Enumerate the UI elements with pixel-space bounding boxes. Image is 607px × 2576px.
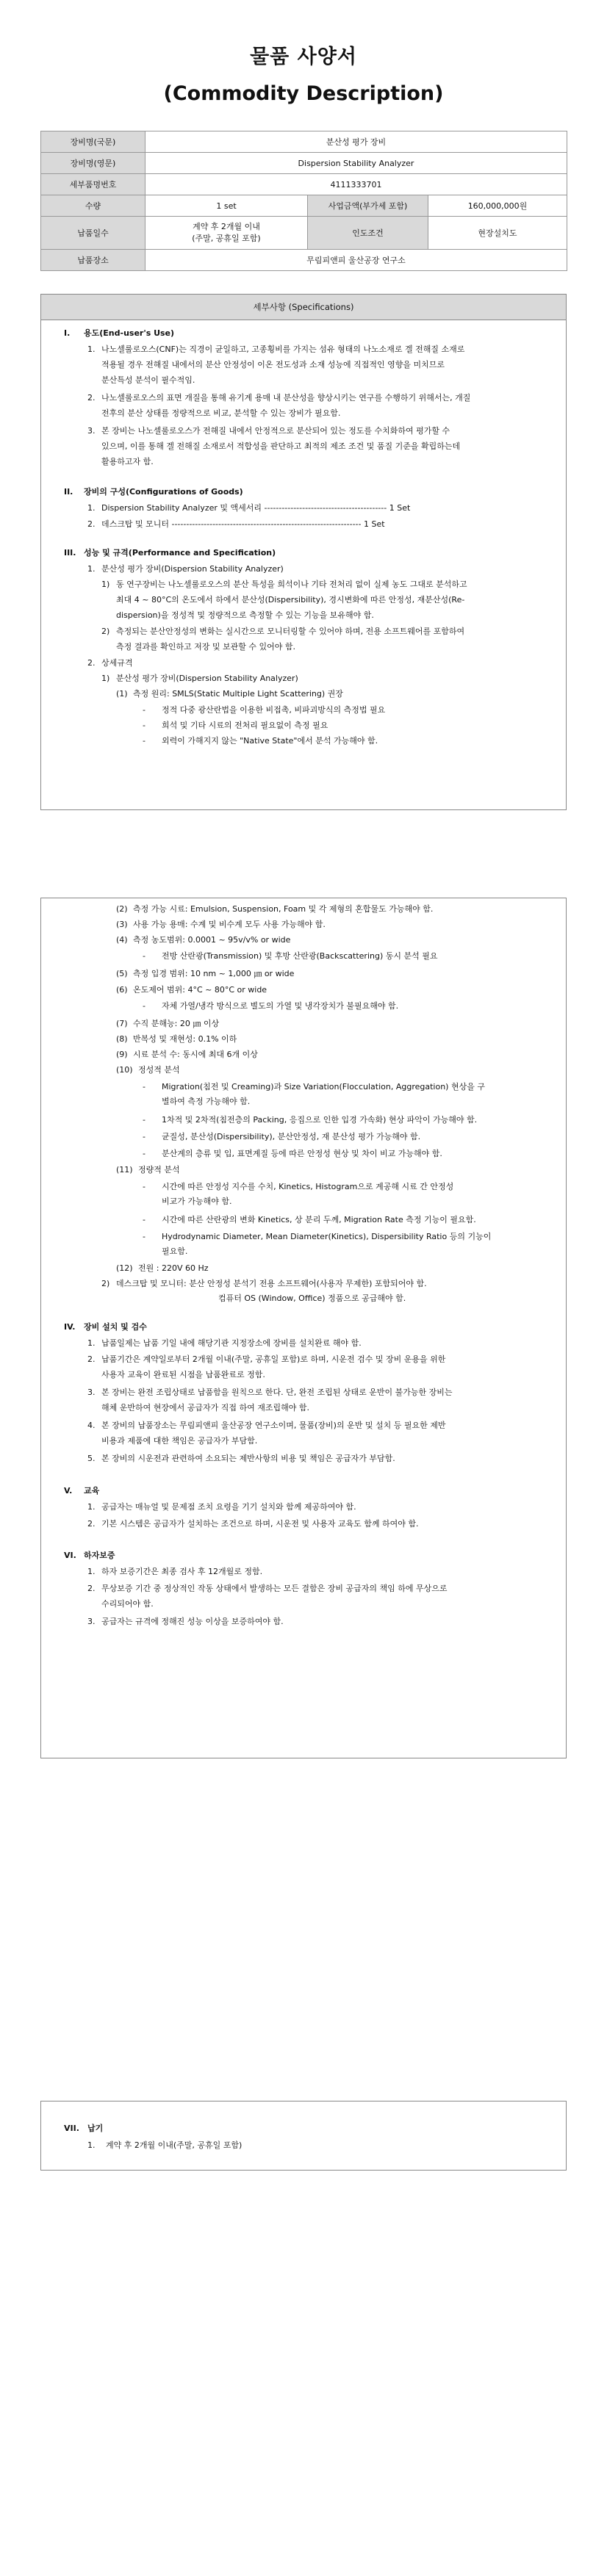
paragraph-line: 동 연구장비는 나노셀룰로오스의 분산 특성을 희석이나 기타 전처리 없이 실제 농도 그대로 분석하고: [116, 580, 467, 589]
bullet: -: [143, 1132, 146, 1141]
spec-line: 사용 가능 용매: 수계 및 비수계 모두 사용 가능해야 함.: [133, 920, 326, 929]
name-en-value: Dispersion Stability Analyzer: [146, 153, 567, 174]
delivery-label: 납품일수: [41, 217, 146, 250]
specifications-box-2: [40, 898, 567, 1758]
list-number: 2): [101, 1279, 110, 1288]
specifications-box-1: [40, 294, 567, 810]
terms-value: 현장설치도: [428, 217, 567, 250]
bullet: -: [143, 951, 146, 961]
spec-line: 분산계의 층류 및 입, 표면계질 등에 따른 안정성 현상 및 차이 비교 가능해야 함.: [162, 1149, 442, 1158]
paragraph-line: 납품기간은 계약일로부터 2개월 이내(주말, 공휴일 포함)로 하며, 시운전 검수 및 장비 운용을 위한: [101, 1354, 446, 1364]
specifications-header: 세부사항 (Specifications): [41, 295, 566, 320]
list-number: 3.: [87, 1617, 96, 1626]
section-number: V.: [64, 1486, 73, 1496]
paragraph-line: 있으며, 이를 통해 겔 전해질 소재로서 적합성을 판단하고 최적의 제조 조건 및 품질 기준을 확립하는데: [101, 441, 461, 451]
list-number: (3): [116, 920, 128, 929]
paragraph-line: 본 장비는 나노셀룰로오스가 전해질 내에서 안정적으로 분산되어 있는 정도를 수치화하여 평가할 수: [101, 426, 450, 436]
document-title: 물품 사양서: [250, 46, 357, 68]
item-no-label: 세부품명번호: [41, 174, 146, 195]
paragraph-line: 본 장비의 시운전과 관련하여 소요되는 제반사항의 비용 및 책임은 공급자가 부담함.: [101, 1454, 395, 1463]
section-title: 하자보증: [84, 1551, 115, 1560]
bullet: -: [143, 736, 146, 746]
list-number: 2.: [87, 658, 96, 668]
list-number: 2.: [87, 1519, 96, 1529]
section-title: 장비 설치 및 검수: [84, 1322, 147, 1332]
list-number: (5): [116, 969, 128, 978]
paragraph-line: 적용될 경우 전해질 내에서의 분산 안정성이 이온 전도성과 소재 성능에 직접적인 영향을 미치므로: [101, 360, 445, 369]
section-number: IV.: [64, 1322, 76, 1332]
list-number: 1.: [87, 564, 96, 574]
paragraph-line: dispersion)을 정성적 및 정량적으로 측정할 수 있는 기능을 보유해야 함.: [116, 610, 374, 620]
list-number: 1.: [87, 344, 96, 354]
paragraph-line: 분산특성 분석이 필수적임.: [101, 375, 195, 385]
list-number: (7): [116, 1019, 128, 1028]
list-number: 1.: [87, 503, 96, 513]
place-value: 무림피앤피 울산공장 연구소: [146, 250, 567, 271]
spec-line: 외력이 가해지지 않는 "Native State"에서 분석 가능해야 함.: [162, 736, 378, 746]
paragraph-line: 비용과 제품에 대한 책임은 공급자가 부담함.: [101, 1436, 258, 1446]
paragraph-line: 활용하고자 함.: [101, 457, 154, 466]
list-number: 1): [101, 580, 110, 589]
bullet: -: [143, 1115, 146, 1125]
list-number: (2): [116, 904, 128, 914]
spec-line: 정적 다중 광산란법을 이용한 비접촉, 비파괴방식의 측정법 필요: [162, 705, 386, 715]
bullet: -: [143, 705, 146, 715]
spec-line: 측정 입경 범위: 10 nm ~ 1,000 ㎛ or wide: [133, 969, 295, 978]
spec-line: 컴퓨터 OS (Window, Office) 정품으로 공급해야 함.: [218, 1294, 406, 1303]
paragraph-line: 최대 4 ~ 80°C의 온도에서 하에서 분산성(Dispersibility), 경시변화에 따른 안정성, 재분산성(Re-: [116, 595, 465, 605]
list-number: (10): [116, 1065, 133, 1075]
spec-line: 시간에 따른 산란광의 변화 Kinetics, 상 분리 두께, Migration Rate 측정 기능이 필요함.: [162, 1215, 476, 1224]
budget-value: 160,000,000원: [428, 195, 567, 217]
paragraph-line: 수리되어야 함.: [101, 1599, 154, 1609]
list-number: 2.: [87, 1354, 96, 1364]
spec-line: 측정 농도범위: 0.0001 ~ 95v/v% or wide: [133, 935, 291, 945]
section-number: III.: [64, 548, 76, 558]
bullet: -: [143, 1082, 146, 1092]
section-title: 용도(End-user's Use): [84, 328, 175, 338]
delivery-line-2: (주말, 공휴일 포함): [192, 234, 261, 243]
spec-line: 데스크탑 및 모니터: 분산 안정성 분석기 전용 소프트웨어(사용자 무제한) 포함되어야 함.: [116, 1279, 427, 1288]
table-row: [41, 195, 567, 217]
paragraph-line: 본 장비의 납품장소는 무림피앤피 울산공장 연구소이며, 물품(장비)의 운반 및 설치 등 필요한 제반: [101, 1421, 446, 1430]
spec-line: 1차적 및 2차적(침전층의 Packing, 응집으로 인한 입경 가속화) 현상 파악이 가능해야 함.: [162, 1115, 478, 1125]
table-row: [41, 217, 567, 250]
name-ko-value: 분산성 평가 장비: [146, 131, 567, 153]
spec-line: 시간에 따른 안정성 지수를 수치, Kinetics, Histogram으로 계공해 시료 간 안정성: [162, 1182, 454, 1191]
section-number: VI.: [64, 1551, 76, 1560]
spec-line: 전원 : 220V 60 Hz: [138, 1263, 209, 1273]
paragraph-line: 해체 운반하여 현장에서 공급자가 직접 하여 재조립해야 함.: [101, 1403, 309, 1413]
paragraph-line: 측정되는 분산안정성의 변화는 실시간으로 모니터링할 수 있어야 하며, 전용 소프트웨어를 포함하여: [116, 627, 465, 636]
paragraph-line: 공급자는 규격에 정해진 성능 이상을 보증하여야 함.: [101, 1617, 284, 1626]
spec-line: 정량적 분석: [138, 1165, 180, 1175]
section-title: 교육: [84, 1486, 100, 1496]
list-number: 1.: [87, 2140, 96, 2150]
list-number: 5.: [87, 1454, 96, 1463]
spec-line: 측정 가능 시료: Emulsion, Suspension, Foam 및 각 제형의 혼합물도 가능해야 함.: [133, 904, 434, 914]
spec-line: Migration(침전 및 Creaming)과 Size Variation(Flocculation, Aggregation) 현상을 구: [162, 1082, 485, 1092]
document-subtitle: (Commodity Description): [163, 82, 444, 105]
bullet: -: [143, 1001, 146, 1011]
paragraph-line: 본 장비는 완전 조립상태로 납품함을 원칙으로 한다. 단, 완전 조립된 상태로 운반이 불가능한 장비는: [101, 1388, 453, 1397]
section-number: VII.: [64, 2124, 79, 2133]
name-en-label: 장비명(영문): [41, 153, 146, 174]
delivery-value: [146, 217, 308, 250]
bullet: -: [143, 1232, 146, 1241]
list-number: 1.: [87, 1567, 96, 1576]
spec-line: 시료 분석 수: 동시에 최대 6개 이상: [133, 1050, 258, 1059]
qty-label: 수량: [41, 195, 146, 217]
delivery-line-1: 계약 후 2개월 이내: [193, 222, 260, 231]
qty-value: 1 set: [146, 195, 308, 217]
paragraph-line: 사용자 교육이 완료된 시점을 납품완료로 정함.: [101, 1370, 265, 1379]
paragraph-line: 무상보증 기간 중 정상적인 작동 상태에서 발생하는 모든 결함은 장비 공급자의 책임 하에 무상으로: [101, 1584, 448, 1593]
subsection-title: 분산성 평가 장비(Dispersion Stability Analyzer): [101, 564, 284, 574]
spec-line: 수직 분해능: 20 ㎛ 이상: [133, 1019, 220, 1028]
section-title: 장비의 구성(Configurations of Goods): [84, 487, 243, 497]
paragraph-line: 납품일제는 납품 기일 내에 해당기관 지정장소에 장비를 설치완료 해야 함.: [101, 1338, 362, 1348]
section-number: I.: [64, 328, 71, 338]
terms-label: 인도조건: [308, 217, 428, 250]
spec-line: 정성적 분석: [138, 1065, 180, 1075]
specifications-box-3: [40, 2101, 567, 2171]
paragraph-line: 기본 시스템은 공급자가 설치하는 조건으로 하며, 시운전 및 사용자 교육도 함께 하여야 함.: [101, 1519, 419, 1529]
spec-line: 희석 및 기타 시료의 전처리 필요없이 측정 필요: [162, 721, 328, 730]
paragraph-line: 하자 보증기간은 최종 검사 후 12개월로 정함.: [101, 1567, 263, 1576]
subsection-title: 상세규격: [101, 658, 133, 668]
bullet: -: [143, 1182, 146, 1191]
list-number: 1.: [87, 1338, 96, 1348]
list-number: 3.: [87, 426, 96, 436]
list-number: (11): [116, 1165, 133, 1175]
bullet: -: [143, 1215, 146, 1224]
subsection-title: 분산성 평가 장비(Dispersion Stability Analyzer): [116, 674, 298, 683]
table-row: [41, 131, 567, 153]
spec-line: 전방 산란광(Transmission) 및 후방 산란광(Backscattering) 동시 분석 필요: [162, 951, 438, 961]
spec-line: 균질성, 분산성(Dispersibility), 분산안정성, 재 분산성 평가 가능해야 함.: [162, 1132, 421, 1141]
list-number: 2.: [87, 1584, 96, 1593]
spec-line: 필요함.: [162, 1246, 188, 1256]
list-number: 3.: [87, 1388, 96, 1397]
table-row: [41, 174, 567, 195]
list-number: (1): [116, 689, 128, 699]
list-number: (9): [116, 1050, 128, 1059]
bullet: -: [143, 1149, 146, 1158]
spec-line: 반복성 및 재현성: 0.1% 이하: [133, 1034, 237, 1044]
table-row: [41, 153, 567, 174]
place-label: 납품장소: [41, 250, 146, 271]
section-title: 성능 및 규격(Performance and Specification): [84, 548, 276, 558]
list-number: (12): [116, 1263, 133, 1273]
list-number: (4): [116, 935, 128, 945]
paragraph-line: 나노셀룰로오스의 표면 개질을 통해 유기계 용매 내 분산성을 향상시키는 연구를 수행하기 위해서는, 개질: [101, 393, 471, 403]
list-number: 4.: [87, 1421, 96, 1430]
spec-line: 측정 원리: SMLS(Static Multiple Light Scattering) 권장: [133, 689, 343, 699]
paragraph-line: 나노셀룰로오스(CNF)는 직경이 균일하고, 고종횡비를 가지는 섬유 형태의 나노소재로 겔 전해질 소재로: [101, 344, 465, 354]
list-number: 1.: [87, 1502, 96, 1512]
bullet: -: [143, 721, 146, 730]
list-number: 1): [101, 674, 110, 683]
list-number: (6): [116, 985, 128, 995]
equipment-info-table: [40, 131, 567, 271]
list-number: 2.: [87, 519, 96, 529]
paragraph-line: 계약 후 2개월 이내(주말, 공휴일 포함): [106, 2140, 243, 2150]
spec-line: 비교가 가능해야 함.: [162, 1197, 232, 1206]
list-number: (8): [116, 1034, 128, 1044]
paragraph-line: 공급자는 매뉴얼 및 문제점 조치 요령을 기기 설치와 함께 제공하여야 함.: [101, 1502, 356, 1512]
section-title: 납기: [87, 2124, 104, 2133]
section-number: II.: [64, 487, 73, 497]
item-no-value: 4111333701: [146, 174, 567, 195]
config-item: 데스크탑 및 모니터 ----------------------------------------------------------------- 1 Set: [101, 519, 385, 529]
paragraph-line: 전후의 분산 상태를 정량적으로 비교, 분석할 수 있는 장비가 필요함.: [101, 408, 341, 418]
spec-line: 온도제어 범위: 4°C ~ 80°C or wide: [133, 985, 267, 995]
table-row: [41, 250, 567, 271]
spec-line: Hydrodynamic Diameter, Mean Diameter(Kinetics), Dispersibility Ratio 등의 기능이: [162, 1232, 492, 1241]
spec-line: 별하여 측정 가능해야 함.: [162, 1097, 251, 1106]
spec-line: 자체 가열/냉각 방식으로 별도의 가열 및 냉각장치가 불필요해야 함.: [162, 1001, 399, 1011]
config-item: Dispersion Stability Analyzer 및 액세서리 ------------------------------------------ 1 Set: [101, 503, 411, 513]
name-ko-label: 장비명(국문): [41, 131, 146, 153]
list-number: 2): [101, 627, 110, 636]
paragraph-line: 측정 결과를 확인하고 저장 및 보관할 수 있어야 함.: [116, 642, 295, 652]
list-number: 2.: [87, 393, 96, 403]
budget-label: 사업금액(부가세 포함): [308, 195, 428, 217]
